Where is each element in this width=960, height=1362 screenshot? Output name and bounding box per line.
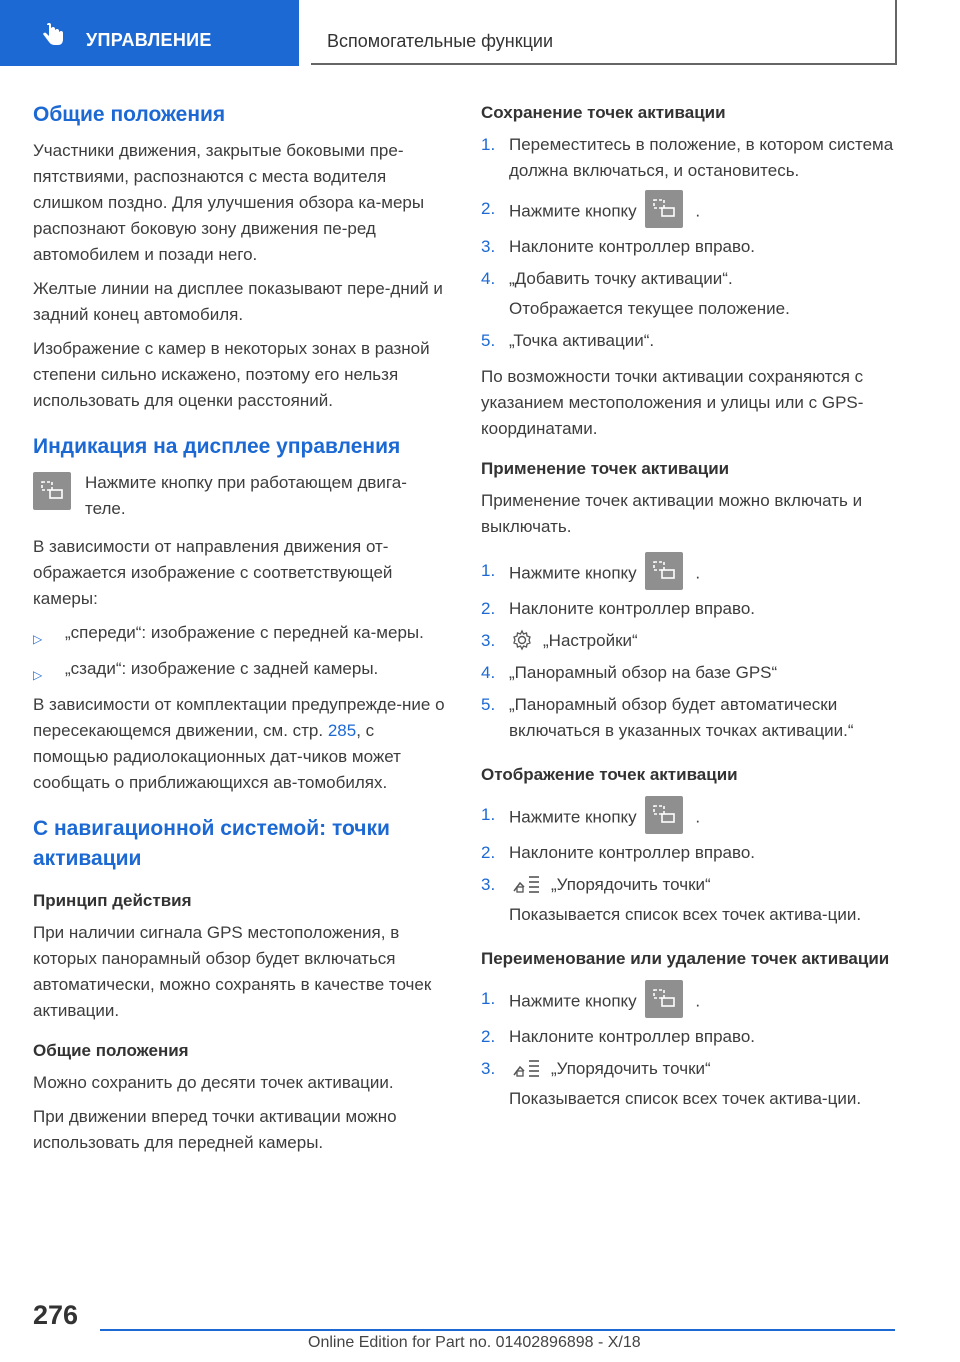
- bullet-list: [33, 620, 445, 682]
- step-item: 3. „Упорядочить точки“ Показывается список всех точек актива-ции.: [481, 1056, 901, 1112]
- page-link[interactable]: 285: [327, 721, 357, 740]
- heading-principle: Принцип действия: [33, 891, 192, 910]
- left-column: [33, 100, 445, 1164]
- apply-steps: [481, 558, 901, 744]
- step-item: 1. Нажмите кнопку .: [481, 986, 901, 1018]
- step-item: 3. Наклоните контроллер вправо.: [481, 237, 756, 256]
- page-number: 276: [33, 1300, 79, 1330]
- paragraph: Можно сохранить до десяти точек активации.: [33, 1073, 394, 1092]
- paragraph: По возможности точки активации сохраняются с указанием местоположения и улицы или с GPS-координатами.: [481, 367, 864, 438]
- heading-general-2: Общие положения: [33, 1041, 189, 1060]
- gear-icon: [511, 629, 533, 651]
- step-item: 1. Нажмите кнопку .: [481, 558, 901, 590]
- camera-button-icon: [33, 472, 71, 510]
- paragraph: При движении вперед точки активации можно использовать для передней камеры.: [33, 1107, 397, 1152]
- paragraph: Изображение с камер в некоторых зонах в разной степени сильно искажено, поэтому его нельзя использовать для оценки расстояний.: [33, 339, 430, 410]
- list-flag-icon: [511, 873, 541, 895]
- hand-pointer-icon: [40, 22, 66, 48]
- paragraph: В зависимости от направления движения от-ображается изображение с соответствующей камеры:: [33, 537, 393, 608]
- step-item: 3. „Упорядочить точки“ Показывается список всех точек актива-ции.: [481, 872, 901, 928]
- footer-divider: [100, 1329, 895, 1331]
- step-item: 4. „Добавить точку активации“. Отображается текущее положение.: [481, 269, 790, 318]
- step-item: 3. „Настройки“: [481, 628, 901, 654]
- section-title: УПРАВЛЕНИЕ: [86, 30, 212, 50]
- step-item: 1. Переместитесь в положение, в котором система должна включаться, и остановитесь.: [481, 135, 894, 180]
- section-tab: [0, 0, 299, 66]
- paragraph: Применение точек активации можно включать и выключать.: [481, 491, 863, 536]
- camera-button-icon: [645, 552, 683, 590]
- rename-steps: [481, 986, 901, 1112]
- step-item: 2. Наклоните контроллер вправо.: [481, 1027, 756, 1046]
- step-item: 2. Нажмите кнопку .: [481, 196, 901, 228]
- right-column: [481, 100, 901, 1122]
- list-flag-icon: [511, 1057, 541, 1079]
- step-item: 2. Наклоните контроллер вправо.: [481, 599, 756, 618]
- heading-save: Сохранение точек активации: [481, 103, 726, 122]
- page-header: [0, 0, 960, 66]
- step-item: 5. „Точка активации“.: [481, 331, 655, 350]
- paragraph: При наличии сигнала GPS местоположения, в которых панорамный обзор будет включаться автоматически, можно сохранять в качестве точек активации.: [33, 923, 432, 1020]
- indicator-text: Нажмите кнопку при работающем двига-теле.: [85, 473, 407, 518]
- camera-button-icon: [645, 980, 683, 1018]
- paragraph: В зависимости от комплектации предупрежде-ние о пересекающемся движении, см. стр. 285, с помощью радиолокационных дат-чиков может сообщать о приближающихся ав-томобилях.: [33, 695, 445, 792]
- show-steps: [481, 802, 901, 928]
- paragraph: Участники движения, закрытые боковыми пре-пятствиями, распознаются с места водителя слишком поздно. Для улучшения обзора ка-меры распознают боковую зону движения пе-ред автомобилем и позади него.: [33, 141, 425, 264]
- step-item: 1. Нажмите кнопку .: [481, 802, 901, 834]
- step-item: 4. „Панорамный обзор на базе GPS“: [481, 663, 778, 682]
- heading-show: Отображение точек активации: [481, 765, 738, 784]
- heading-apply: Применение точек активации: [481, 459, 730, 478]
- list-item: ▷ „сзади“: изображение с задней камеры.: [33, 656, 445, 682]
- list-item: ▷ „спереди“: изображение с передней ка-меры.: [33, 620, 445, 646]
- indicator-row: [33, 470, 445, 522]
- heading-rename: Переименование или удаление точек активации: [481, 949, 890, 968]
- camera-button-icon: [645, 190, 683, 228]
- edition-text: Online Edition for Part no. 01402896898 - X/18: [308, 1334, 641, 1351]
- heading-general: Общие положения: [33, 103, 226, 126]
- triangle-bullet-icon: ▷: [33, 668, 43, 682]
- save-steps: [481, 132, 901, 354]
- step-item: 2. Наклоните контроллер вправо.: [481, 843, 756, 862]
- paragraph: Желтые линии на дисплее показывают пере-дний и задний конец автомобиля.: [33, 279, 443, 324]
- triangle-bullet-icon: ▷: [33, 632, 43, 646]
- subsection-tab: [311, 0, 897, 65]
- step-item: 5. „Панорамный обзор будет автоматически включаться в указанных точках активации.“: [481, 695, 854, 740]
- subsection-title: Вспомогательные функции: [327, 31, 554, 51]
- camera-button-icon: [645, 796, 683, 834]
- heading-nav: С навигационной системой: точки активации: [33, 817, 390, 870]
- heading-display: Индикация на дисплее управления: [33, 435, 401, 458]
